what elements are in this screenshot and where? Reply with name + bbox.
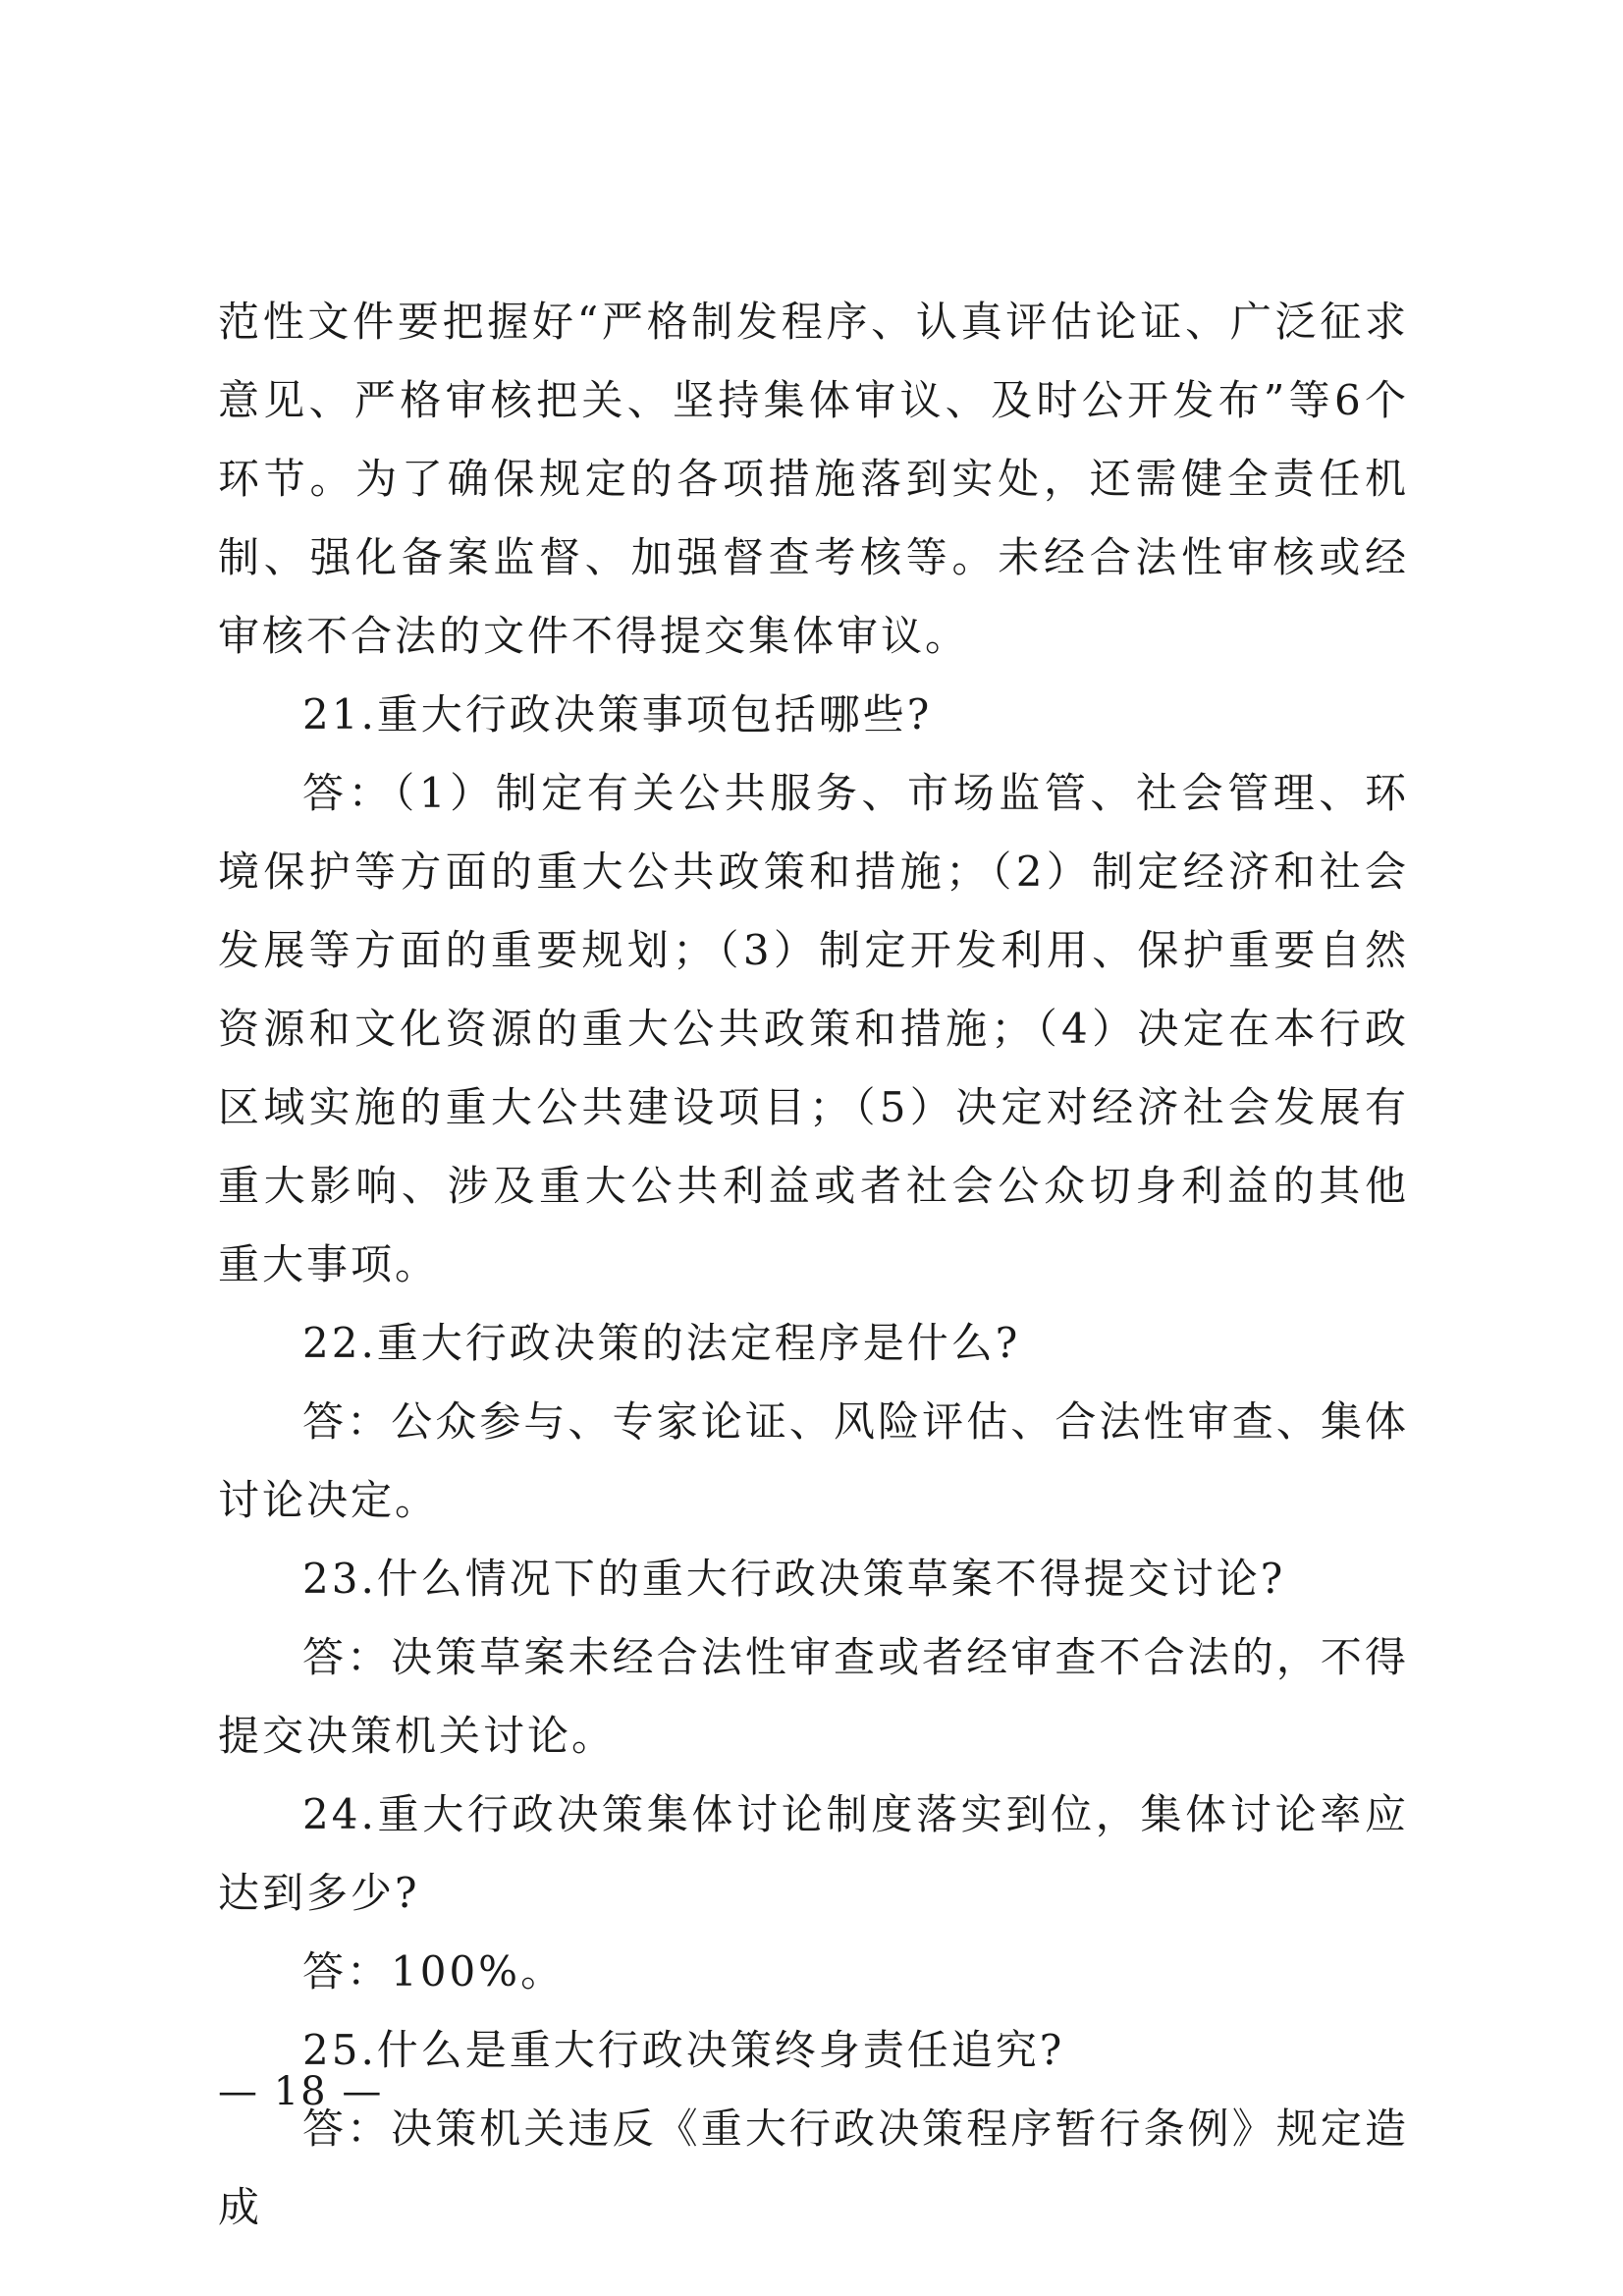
answer-24: 答：100%。: [302, 1947, 566, 1995]
answer-22: 答：公众参与、专家论证、风险评估、合法性审查、集体讨论决定。: [218, 1397, 1409, 1524]
question-24: 24.重大行政决策集体讨论制度落实到位，集体讨论率应达到多少?: [218, 1790, 1409, 1917]
question-21: 21.重大行政决策事项包括哪些?: [302, 690, 933, 738]
question-25: 25.什么是重大行政决策终身责任追究?: [302, 2026, 1065, 2074]
answer-25: 答：决策机关违反《重大行政决策程序暂行条例》规定造成: [218, 2105, 1409, 2231]
answer-23: 答：决策草案未经合法性审查或者经审查不合法的，不得提交决策机关讨论。: [218, 1633, 1409, 1760]
paragraph-continued: 范性文件要把握好“严格制发程序、认真评估论证、广泛征求意见、严格审核把关、坚持集体审议、及时公开发布”等6个环节。为了确保规定的各项措施落到实处，还需健全责任机制、强化备案监督、加强督查考核等。未经合法性审核或经审核不合法的文件不得提交集体审议。: [218, 298, 1409, 660]
answer-21: 答：（1）制定有关公共服务、市场监管、社会管理、环境保护等方面的重大公共政策和措施；（2）制定经济和社会发展等方面的重要规划；（3）制定开发利用、保护重要自然资源和文化资源的重大公共政策和措施；（4）决定在本行政区域实施的重大公共建设项目；（5）决定对经济社会发展有重大影响、涉及重大公共利益或者社会公众切身利益的其他重大事项。: [218, 769, 1409, 1288]
question-23: 23.什么情况下的重大行政决策草案不得提交讨论?: [302, 1555, 1286, 1603]
page-body: [218, 283, 1409, 2247]
question-22: 22.重大行政决策的法定程序是什么?: [302, 1319, 1021, 1367]
page-number: — 18 —: [218, 2069, 384, 2114]
